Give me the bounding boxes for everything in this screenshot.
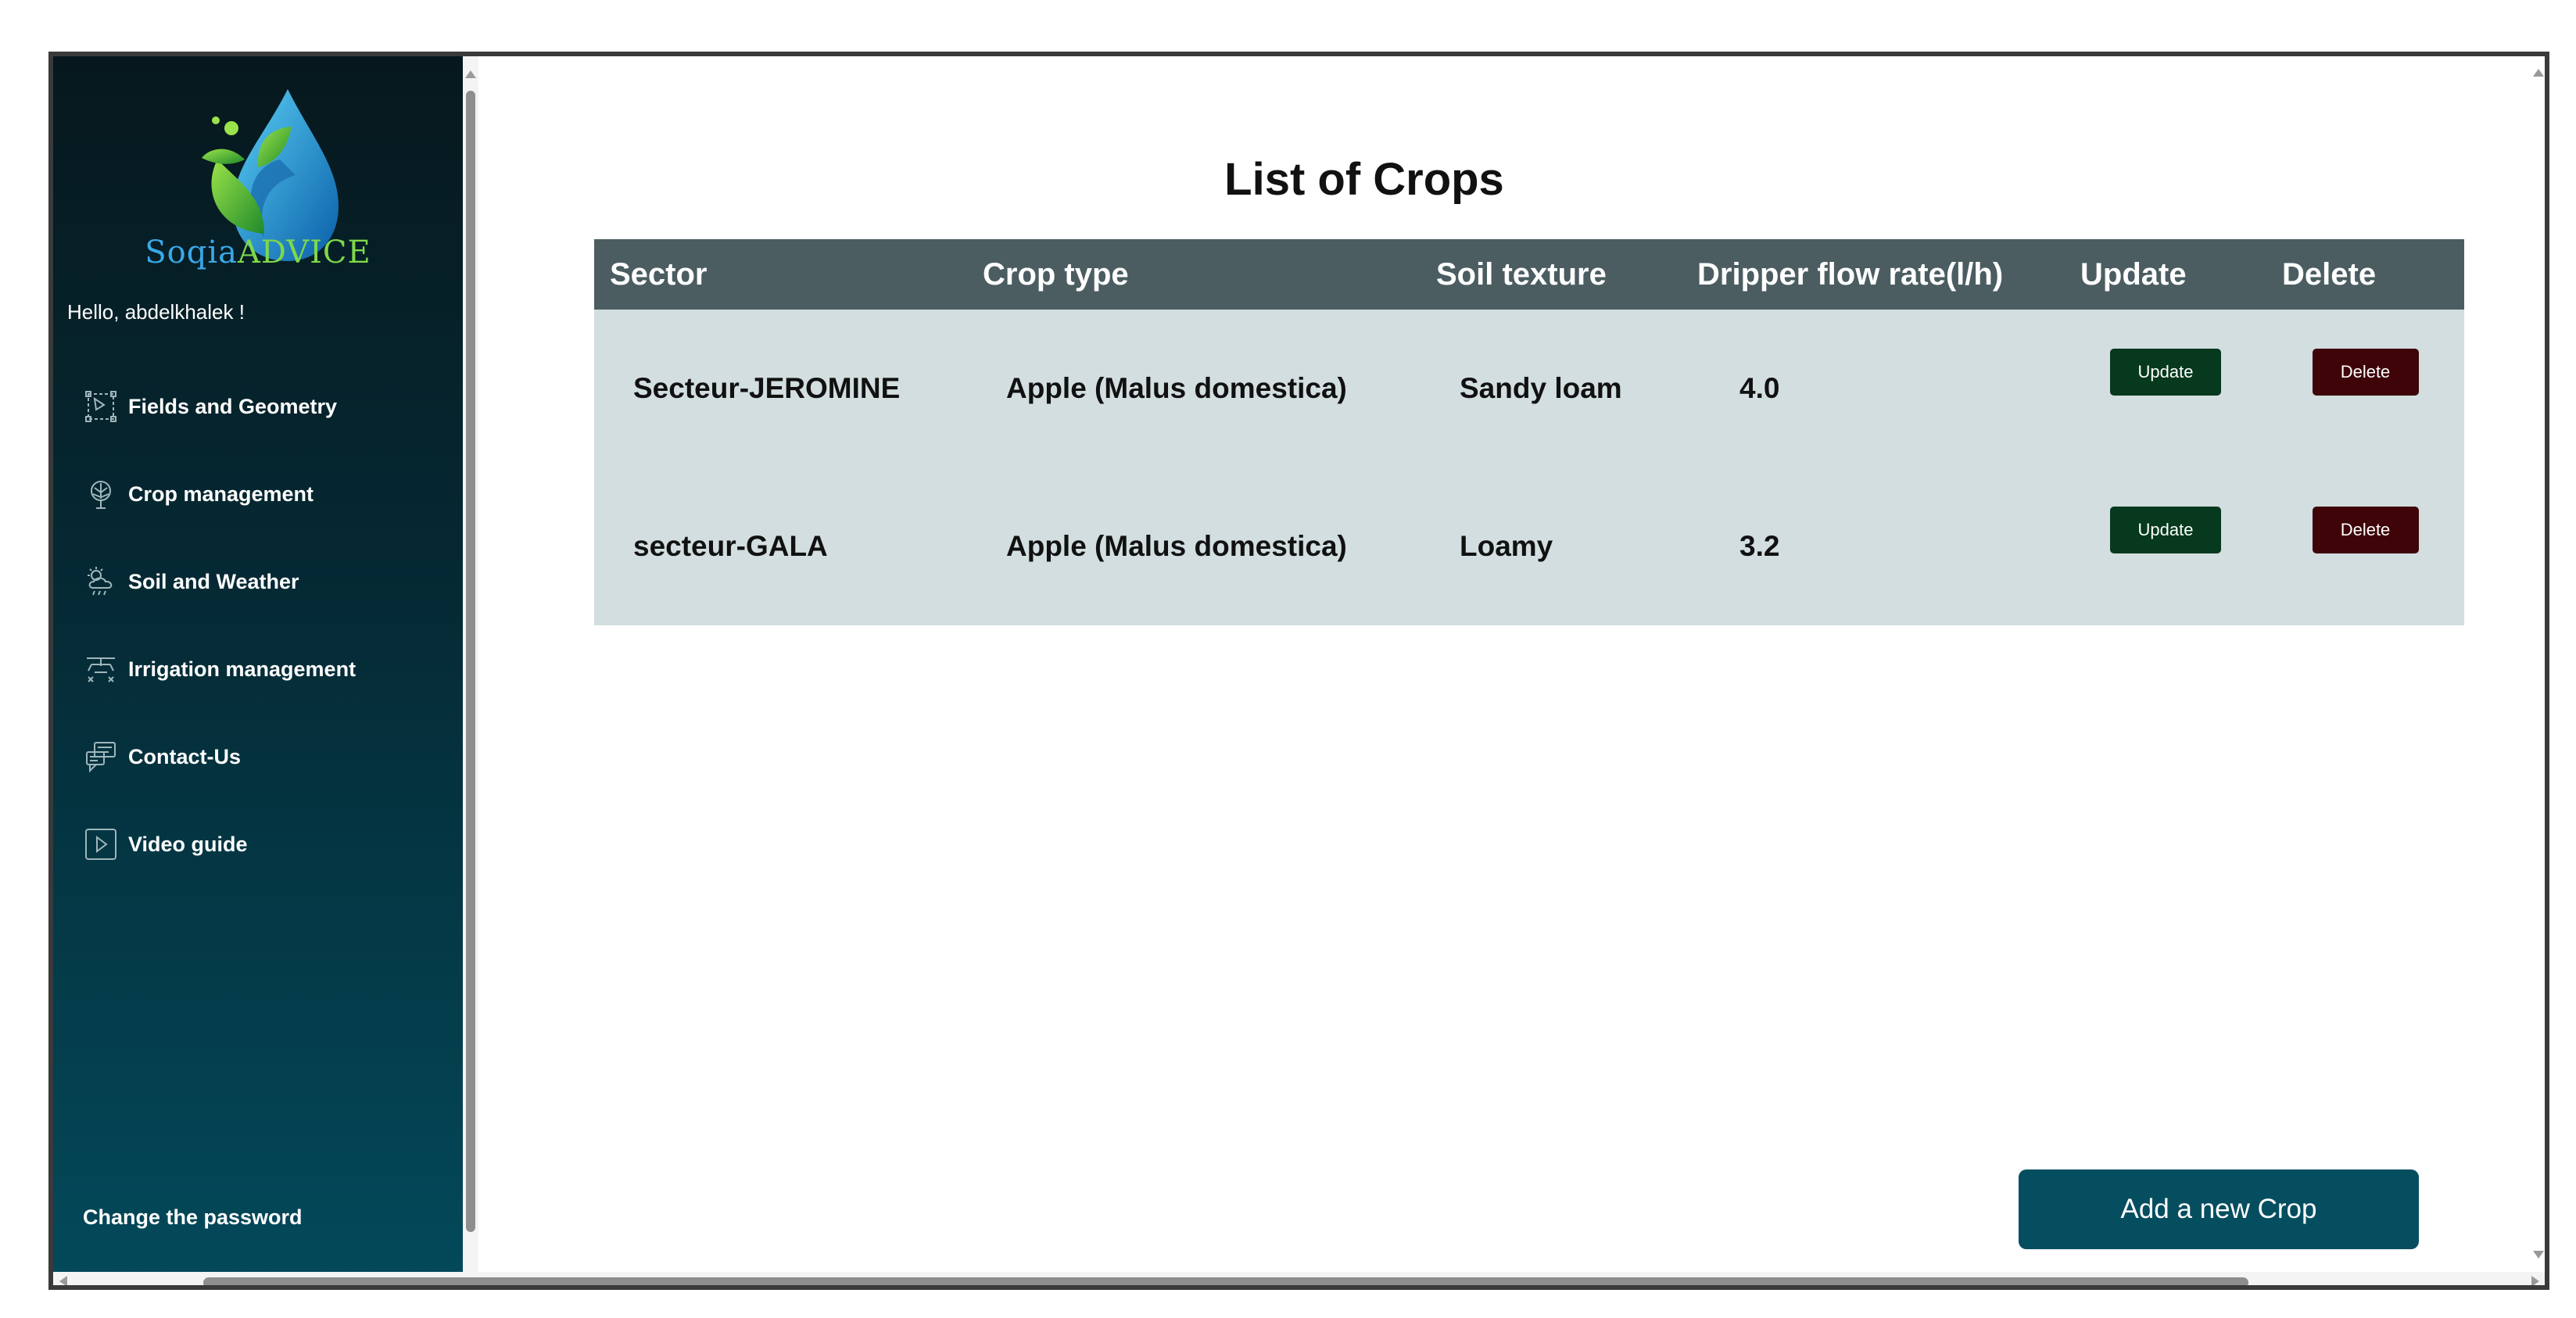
- scroll-right-arrow-icon[interactable]: [2531, 1276, 2539, 1287]
- table-row: [594, 310, 2464, 467]
- cell-sector: Secteur-JEROMINE: [633, 372, 901, 404]
- sidebar-item-label: Soil and Weather: [128, 569, 299, 593]
- header-crop-type: Crop type: [983, 256, 1129, 292]
- fields-geometry-icon: [81, 387, 120, 426]
- header-flow-rate: Dripper flow rate(l/h): [1697, 256, 2004, 292]
- cell-crop-type: Apple (Malus domestica): [1006, 530, 1347, 562]
- brand-part-soqia: Soqia: [145, 235, 238, 270]
- table-header-row: [594, 239, 2464, 310]
- table-row: [594, 467, 2464, 625]
- crop-icon: [81, 475, 120, 514]
- change-password-link[interactable]: Change the password: [83, 1205, 303, 1229]
- page-scroll-down-arrow-icon[interactable]: [2533, 1251, 2544, 1259]
- irrigation-icon: [81, 650, 120, 689]
- sidebar: [53, 56, 463, 1272]
- delete-button[interactable]: Delete: [2313, 507, 2419, 553]
- sidebar-item-video-guide[interactable]: [81, 821, 248, 868]
- play-icon: [81, 825, 120, 864]
- brand-name: [53, 235, 463, 270]
- cell-soil-texture: Loamy: [1460, 530, 1553, 562]
- header-update: Update: [2080, 256, 2187, 292]
- scroll-up-arrow-icon[interactable]: [465, 70, 476, 78]
- sidebar-item-label: Crop management: [128, 482, 314, 506]
- delete-button[interactable]: Delete: [2313, 349, 2419, 396]
- page-scrollbar-track[interactable]: [2528, 56, 2549, 1272]
- cell-delete: [2266, 467, 2464, 625]
- cell-crop-type: Apple (Malus domestica): [1006, 372, 1347, 404]
- brand-part-advice: ADVICE: [237, 235, 371, 270]
- sidebar-item-fields-geometry[interactable]: [81, 383, 337, 430]
- cell-sector: secteur-GALA: [633, 530, 828, 562]
- sidebar-item-label: Contact-Us: [128, 744, 242, 768]
- sidebar-item-label: Fields and Geometry: [128, 394, 338, 418]
- horizontal-scrollbar-thumb[interactable]: [203, 1277, 2248, 1288]
- add-new-crop-button[interactable]: Add a new Crop: [2019, 1169, 2419, 1249]
- update-button[interactable]: Update: [2110, 507, 2221, 553]
- chat-icon: [81, 737, 120, 776]
- scroll-left-arrow-icon[interactable]: [59, 1276, 67, 1287]
- cell-delete: [2266, 310, 2464, 467]
- main-content: [478, 56, 2528, 1272]
- weather-icon: [81, 562, 120, 601]
- crop-table: [594, 239, 2464, 625]
- sidebar-item-contact-us[interactable]: [81, 733, 241, 780]
- cell-update: [2065, 467, 2266, 625]
- cell-flow-rate: 4.0: [1739, 372, 1780, 404]
- cell-soil-texture: Sandy loam: [1460, 372, 1622, 404]
- user-greeting: Hello, abdelkhalek !: [67, 300, 245, 324]
- sidebar-item-irrigation-management[interactable]: [81, 646, 356, 693]
- sidebar-item-crop-management[interactable]: [81, 471, 313, 518]
- page-scroll-up-arrow-icon[interactable]: [2533, 69, 2544, 77]
- header-soil-texture: Soil texture: [1436, 256, 1607, 292]
- header-sector: Sector: [610, 256, 708, 292]
- sidebar-item-label: Irrigation management: [128, 657, 356, 681]
- cell-update: [2065, 310, 2266, 467]
- cell-flow-rate: 3.2: [1739, 530, 1780, 562]
- update-button[interactable]: Update: [2110, 349, 2221, 396]
- sidebar-item-label: Video guide: [128, 832, 248, 856]
- sidebar-scrollbar-thumb[interactable]: [466, 91, 475, 1232]
- sidebar-item-soil-weather[interactable]: [81, 558, 299, 605]
- header-delete: Delete: [2282, 256, 2377, 292]
- page-title: List of Crops: [1224, 154, 1504, 205]
- app-window: [48, 52, 2549, 1290]
